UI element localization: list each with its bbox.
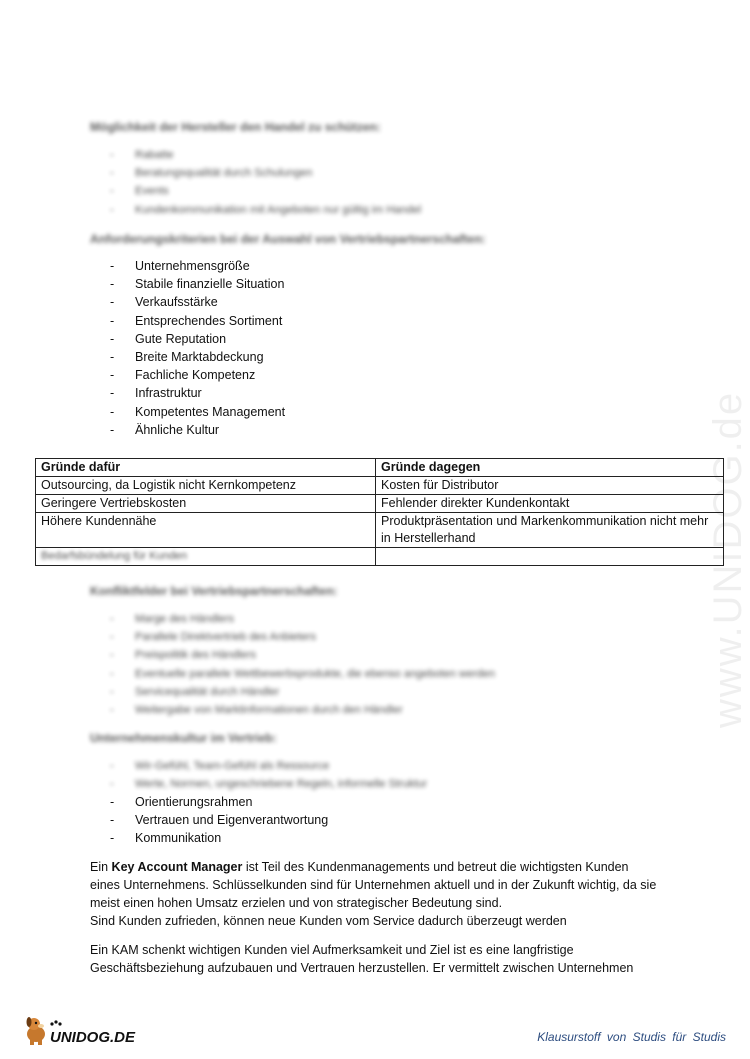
list-item: - Gute Reputation (110, 330, 285, 348)
list-item: - Rabatte (110, 146, 421, 164)
table-cell: Höhere Kundennähe (36, 513, 376, 548)
list-item: - Stabile finanzielle Situation (110, 275, 285, 293)
term-key-account-manager: Key Account Manager (111, 860, 243, 874)
list-item: - Vertrauen und Eigenverantwortung (110, 811, 328, 829)
list-item: - Kommunikation (110, 829, 328, 847)
list-culture (110, 793, 328, 848)
table-row (36, 495, 724, 513)
table-cell: Geringere Vertriebskosten (36, 495, 376, 513)
list-item: - Servicequalität durch Händler (110, 683, 495, 701)
list-protection (110, 146, 421, 219)
section-heading-culture: Unternehmenskultur im Vertrieb: (90, 731, 277, 745)
list-criteria (110, 257, 285, 439)
list-item: - Wir-Gefühl, Team-Gefühl als Ressource (110, 757, 427, 775)
list-item: - Marge des Händlers (110, 610, 495, 628)
section-heading-criteria: Anforderungskriterien bei der Auswahl von Vertriebspartnerschaften: (90, 232, 486, 246)
list-item: - Orientierungsrahmen (110, 793, 328, 811)
paragraph-text: ist Teil des Kundenmanagements und betreut die wichtigsten Kunden eines Unternehmens. Schlüsselkunden sind für Unternehmen aktuell und in der Zukunft wichtig, da sie meist einen hohen Umsatz erzielen und von strategischer Bedeutung sind. (90, 860, 657, 910)
list-item: - Entsprechendes Sortiment (110, 312, 285, 330)
list-item: - Werte, Normen, ungeschriebene Regeln, informelle Struktur (110, 775, 427, 793)
list-item: - Fachliche Kompetenz (110, 366, 285, 384)
list-item: - Weitergabe von Marktinformationen durch den Händler (110, 701, 495, 719)
table-cell: Kosten für Distributor (376, 477, 724, 495)
list-conflicts (110, 610, 495, 719)
table-header-pro: Gründe dafür (36, 459, 376, 477)
table-row (36, 513, 724, 548)
list-item: - Kundenkommunikation mit Angeboten nur gültig im Handel (110, 201, 421, 219)
list-item: - Verkaufsstärke (110, 293, 285, 311)
paragraph-kam-intro (90, 858, 660, 930)
section-heading-conflicts: Konfliktfelder bei Vertriebspartnerschaften: (90, 584, 338, 598)
table-header-contra: Gründe dagegen (376, 459, 724, 477)
logo-text: UNIDOG.DE (50, 1029, 136, 1046)
section-heading-protection: Möglichkeit der Hersteller den Handel zu schützen: (90, 120, 381, 134)
list-culture-blurred (110, 757, 427, 793)
reasons-table (35, 458, 724, 566)
list-item: - Kompetentes Management (110, 403, 285, 421)
table-row (36, 548, 724, 566)
table-cell: Fehlender direkter Kundenkontakt (376, 495, 724, 513)
paragraph-text: Ein (90, 860, 112, 874)
table-cell: Outsourcing, da Logistik nicht Kernkompetenz (36, 477, 376, 495)
list-item: - Breite Marktabdeckung (110, 348, 285, 366)
table-cell: Produktpräsentation und Markenkommunikation nicht mehr in Herstellerhand (376, 513, 724, 548)
paragraph-kam-attention: Ein KAM schenkt wichtigen Kunden viel Aufmerksamkeit und Ziel ist es eine langfristige Geschäftsbeziehung aufzubauen und Vertrauen herzustellen. Er vermittelt zwischen Unternehmen (90, 943, 634, 975)
table-row (36, 477, 724, 495)
paragraph-text: Sind Kunden zufrieden, können neue Kunden vom Service dadurch überzeugt werden (90, 914, 567, 928)
list-item: - Eventuelle parallele Wettbewerbsprodukte, die ebenso angeboten werden (110, 665, 495, 683)
list-item: - Unternehmensgröße (110, 257, 285, 275)
list-item: - Events (110, 182, 421, 200)
table-header-row (36, 459, 724, 477)
dog-icon (27, 1017, 46, 1045)
list-item: - Infrastruktur (110, 384, 285, 402)
table-cell (376, 548, 724, 566)
list-item: - Preispolitik des Händlers (110, 646, 495, 664)
list-item: - Beratungsqualität durch Schulungen (110, 164, 421, 182)
list-item: - Ähnliche Kultur (110, 421, 285, 439)
unidog-logo (22, 1012, 152, 1048)
list-item: - Parallele Direktvertrieb des Anbieters (110, 628, 495, 646)
watermark: www.UNIDOG.de (706, 390, 750, 728)
footer-tagline: Klausurstoff von Studis für Studis (537, 1030, 726, 1044)
table-cell: Bedarfsbündelung für Kunden (36, 548, 376, 566)
